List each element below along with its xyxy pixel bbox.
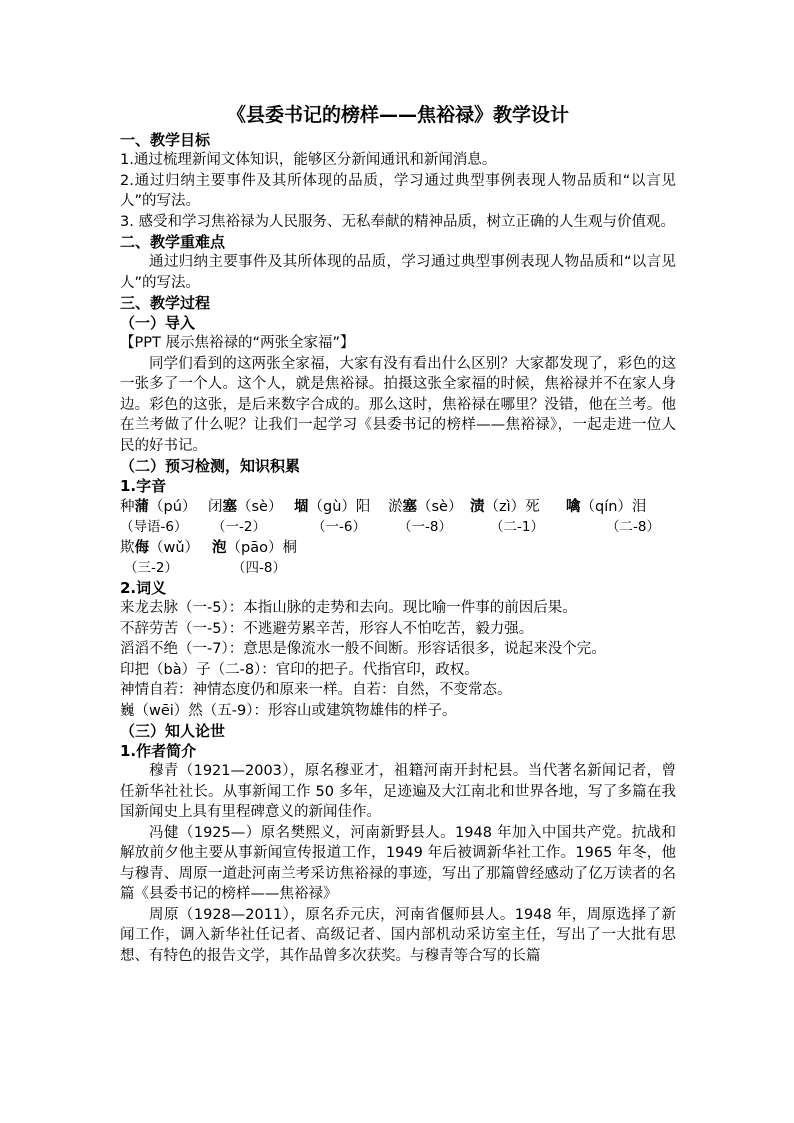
char-item: 堌（gù）阳 bbox=[294, 499, 371, 515]
preview-heading: （二）预习检测，知识积累 bbox=[120, 457, 301, 475]
ref-row bbox=[120, 518, 676, 537]
chars-heading: 1.字音 bbox=[120, 477, 167, 495]
ref-label: （一-2） bbox=[212, 519, 266, 535]
ppt-note: 【PPT 展示焦裕禄的“两张全家福”】 bbox=[120, 335, 355, 351]
word-item: 印把（bà）子（二-8）：官印的把子。代指官印，政权。 bbox=[120, 661, 479, 678]
author-bio: 周原（1928—2011），原名乔元庆，河南省偃师县人。1948 年，周原选择了新闻工作，调入新华社任记者、高级记者、国内部机动采访室主任，写出了一大批有思想、有特色的报告文学，其作品曾多次获奖。与穆青等合写的长篇 bbox=[120, 906, 676, 964]
goal-item: 2.通过归纳主要事件及其所体现的品质，学习通过典型事例表现人物品质和“以言见人”的写法。 bbox=[120, 172, 676, 209]
ref-label: （三-2） bbox=[124, 560, 178, 576]
char-row bbox=[120, 537, 676, 559]
word-item: 滔滔不绝（一-7）：意思是像流水一般不间断。形容话很多，说起来没个完。 bbox=[120, 641, 606, 657]
process-heading: 三、教学过程 bbox=[120, 294, 211, 312]
char-item: 渍（zì）死 bbox=[470, 499, 540, 515]
word-item: 来龙去脉（一-5）：本指山脉的走势和去向。现比喻一件事的前因后果。 bbox=[120, 600, 577, 616]
goals-heading: 一、教学目标 bbox=[120, 131, 211, 149]
char-item: 噙（qín）泪 bbox=[566, 499, 647, 515]
ref-row bbox=[120, 559, 676, 578]
word-item: 神情自若：神情态度仍和原来一样。自若：自然，不变常态。 bbox=[120, 682, 512, 698]
background-heading: （三）知人论世 bbox=[120, 722, 226, 740]
key-points-text: 通过归纳主要事件及其所体现的品质，学习通过典型事例表现人物品质和“以言见人”的写法。 bbox=[120, 254, 676, 291]
ref-label: （二-8） bbox=[606, 519, 660, 535]
char-item: 淤塞（sè） bbox=[388, 499, 463, 515]
intro-heading: （一）导入 bbox=[120, 314, 196, 332]
char-item: 种蒲（pú） bbox=[120, 499, 197, 515]
ref-label: （一-6） bbox=[312, 519, 366, 535]
words-heading: 2.词义 bbox=[120, 579, 167, 597]
char-item: 欺侮（wǔ） bbox=[120, 540, 200, 556]
char-item: 泡（pāo）桐 bbox=[212, 540, 297, 556]
char-row bbox=[120, 496, 676, 518]
ref-label: （二-1） bbox=[490, 519, 544, 535]
authors-heading: 1.作者简介 bbox=[120, 742, 197, 760]
intro-paragraph: 同学们看到的这两张全家福，大家有没有看出什么区别？大家都发现了，彩色的这一张多了一个人。这个人，就是焦裕禄。拍摄这张全家福的时候，焦裕禄并不在家人身边。彩色的这张，是后来数字合成的。那么这时，焦裕禄在哪里？没错，他在兰考。他在兰考做了什么呢？让我们一起学习《县委书记的榜样——焦裕禄》，一起走进一位人民的好书记。 bbox=[120, 355, 676, 454]
ref-label: （导语-6） bbox=[120, 519, 188, 535]
word-item: 不辞劳苦（一-5）：不逃避劳累辛苦，形容人不怕吃苦，毅力强。 bbox=[120, 620, 534, 637]
author-bio: 冯健（1925—）原名樊熙义，河南新野县人。1948 年加入中国共产党。抗战和解放前夕他主要从事新闻宣传报道工作，1949 年后被调新华社工作。1965 年冬，他与穆青、周原一道赴河南兰考采访焦裕禄的事迹，写出了那篇曾经感动了亿万读者的名篇《县委书记的榜样——焦裕禄》 bbox=[120, 824, 676, 902]
goal-item: 3. 感受和学习焦裕禄为人民服务、无私奉献的精神品质，树立正确的人生观与价值观。 bbox=[120, 213, 675, 230]
ref-label: （四-8） bbox=[232, 560, 286, 576]
author-bio: 穆青（1921—2003），原名穆亚才，祖籍河南开封杞县。当代著名新闻记者，曾任新华社社长。从事新闻工作 50 多年，足迹遍及大江南北和世界各地，写了多篇在我国新闻史上具有里程碑意义的新闻佳作。 bbox=[120, 763, 676, 820]
ref-label: （一-8） bbox=[398, 519, 452, 535]
char-item: 闭塞（sè） bbox=[208, 499, 283, 515]
document-title: 《县委书记的榜样——焦裕禄》教学设计 bbox=[226, 104, 569, 126]
goal-item: 1.通过梳理新闻文体知识，能够区分新闻通讯和新闻消息。 bbox=[120, 152, 497, 168]
key-points-heading: 二、教学重难点 bbox=[120, 233, 226, 251]
document-page bbox=[120, 100, 676, 966]
word-item: 巍（wēi）然（五-9）：形容山或建筑物雄伟的样子。 bbox=[120, 702, 457, 719]
